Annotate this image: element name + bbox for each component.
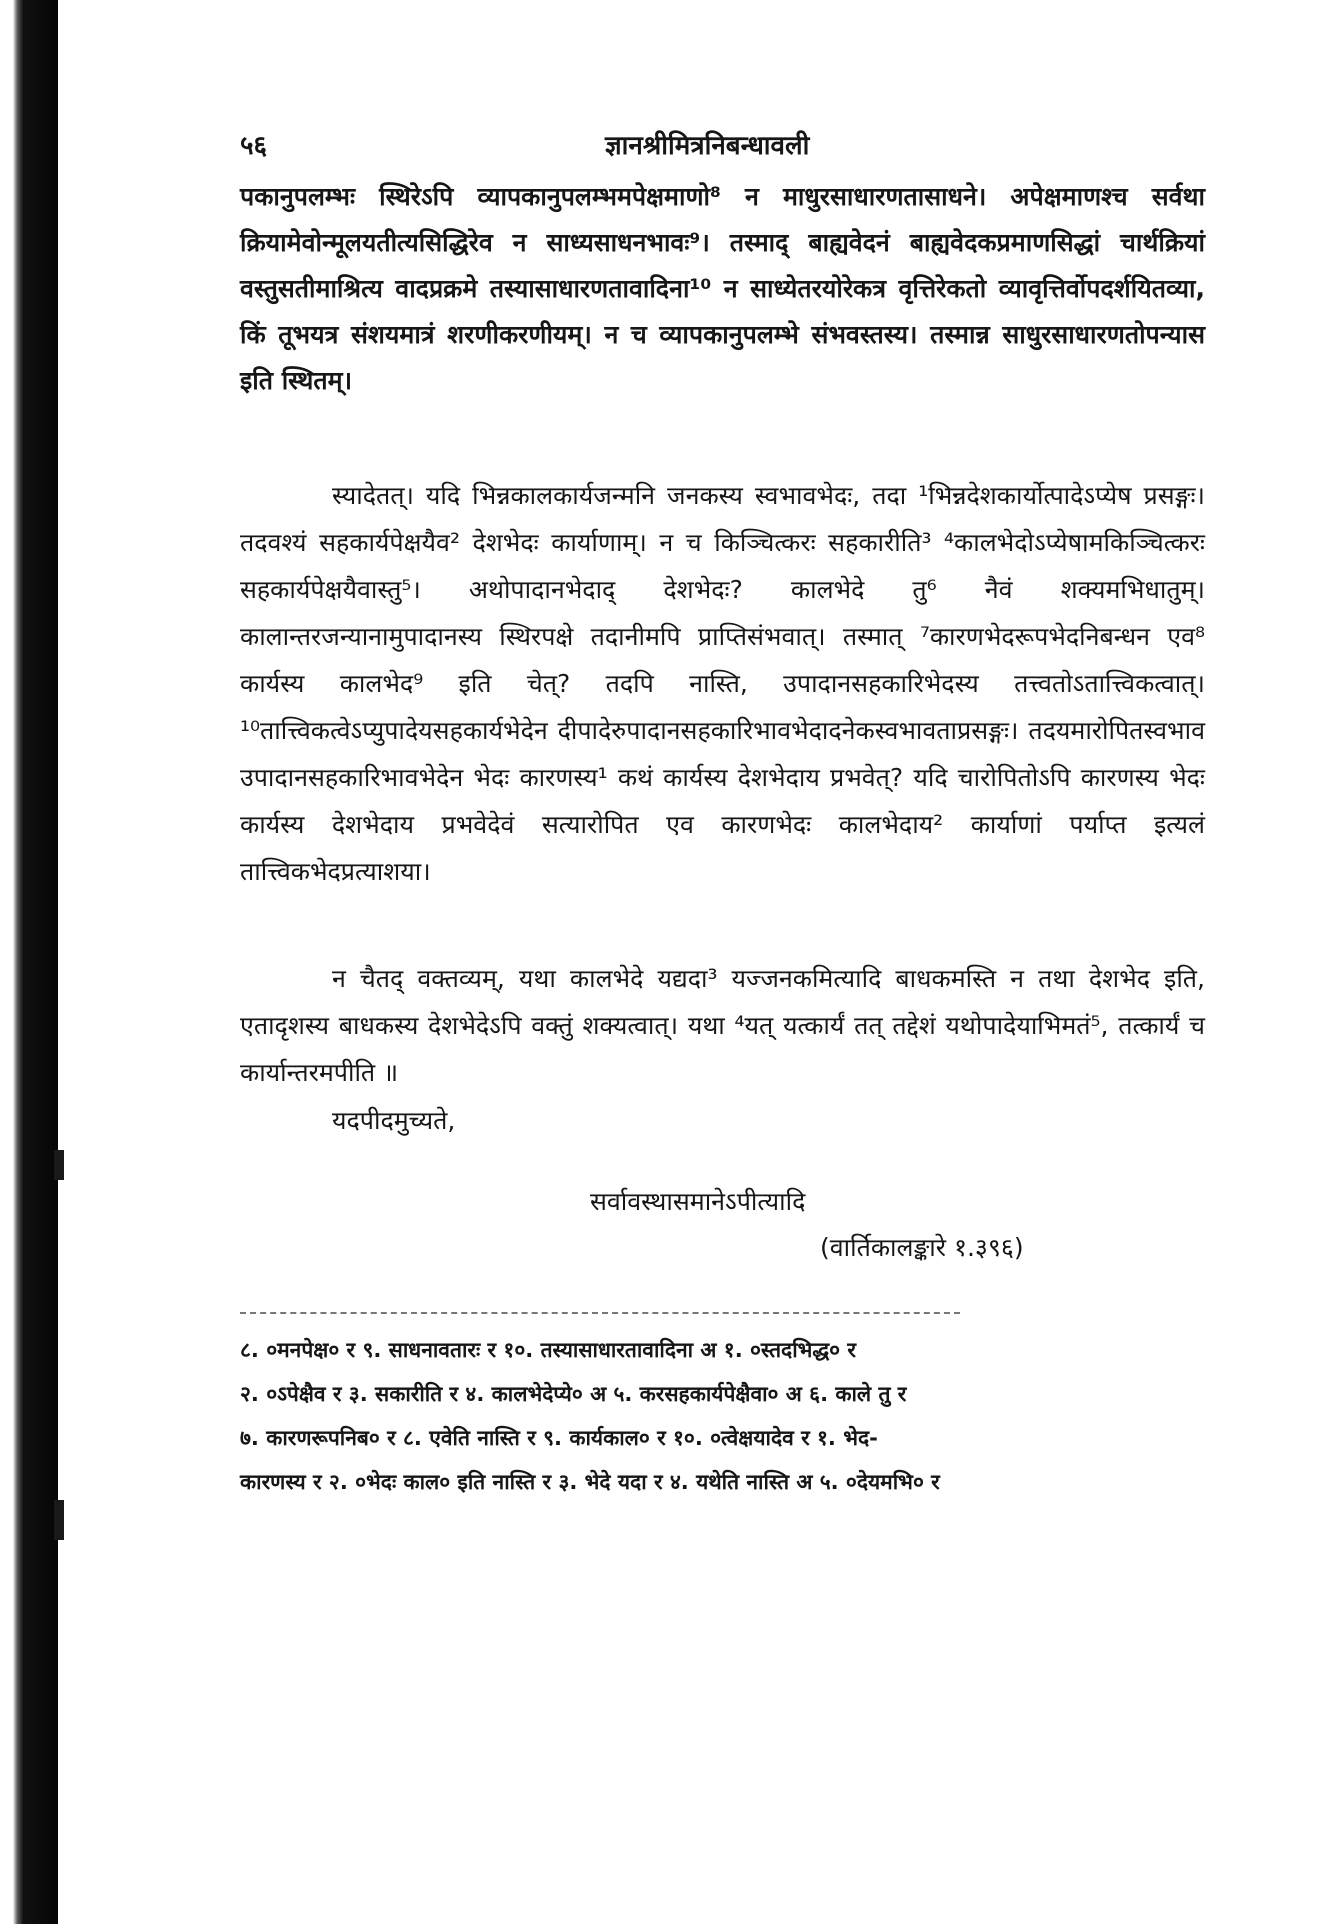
footnote-line: ८. ०मनपेक्ष० र ९. साधनावतारः र १०. तस्यासाधारतावादिना अ १. ०स्तदभिद्ध० र bbox=[240, 1338, 856, 1362]
body-paragraph-2: स्यादेतत्। यदि भिन्नकालकार्यजन्मनि जनकस्य स्वभावभेदः, तदा ¹भिन्नदेशकार्योत्पादेऽप्येष प्रसङ्गः। तदवश्यं सहकार्यपेक्षयैव² देशभेदः कार्याणाम्। न च किञ्चित्करः सहकारीति³ ⁴कालभेदोऽप्येषामकिञ्चित्करः सहकार्यपेक्षयैवास्तु⁵। अथोपादानभेदाद् देशभेदः? कालभेदे तु⁶ नैवं शक्यमभिधातुम्। कालान्तरजन्यानामुपादानस्य स्थिरपक्षे तदानीमपि प्राप्तिसंभवात्। तस्मात् ⁷कारणभेदरूपभेदनिबन्धन एव⁸ कार्यस्य कालभेद⁹ इति चेत्? तदपि नास्ति, उपादानसहकारिभेदस्य तत्त्वतोऽतात्त्विकत्वात्। ¹⁰तात्त्विकत्वेऽप्युपादेयसहकार्यभेदेन दीपादेरुपादानसहकारिभावभेदादनेकस्वभावताप्रसङ्गः। तदयमारोपितस्वभाव उपादानसहकारिभावभेदेन भेदः कारणस्य¹ कथं कार्यस्य देशभेदाय प्रभवेत्? यदि चारोपितोऽपि कारणस्य भेदः कार्यस्य देशभेदाय प्रभवेदेवं सत्यारोपित एव कारणभेदः कालभेदाय² कार्याणां पर्याप्त इत्यलं तात्त्विकभेदप्रत्याशया। bbox=[240, 481, 1205, 886]
page-number: ५६ bbox=[240, 131, 268, 161]
binding-edge-shadow bbox=[0, 0, 58, 1924]
verse-reference: (वार्तिकालङ्कारे १.३९६) bbox=[820, 1233, 1024, 1262]
footnotes bbox=[240, 1312, 960, 1504]
running-title: ज्ञानश्रीमित्रनिबन्धावली bbox=[605, 131, 810, 161]
footnote-line: ७. कारणरूपनिब० र ८. एवेति नास्ति र ९. कार्यकाल० र १०. ०त्वेक्षयादेव र १. भेद- bbox=[240, 1426, 878, 1450]
footnote-line: कारणस्य र २. ०भेदः काल० इति नास्ति र ३. भेदे यदा र ४. यथेति नास्ति अ ५. ०देयमभि० र bbox=[240, 1470, 940, 1494]
page bbox=[240, 120, 1205, 1504]
footnote-line: २. ०ऽपेक्षैव र ३. सकारीति र ४. कालभेदेप्ये० अ ५. करसहकार्यपेक्षैवा० अ ६. काले तु र bbox=[240, 1382, 907, 1406]
quoted-verse: सर्वावस्थासमानेऽपीत्यादि bbox=[590, 1187, 806, 1216]
quotation-intro: यदपीदमुच्यते, bbox=[332, 1106, 456, 1135]
body-paragraph-1: पकानुपलम्भः स्थिरेऽपि व्यापकानुपलम्भमपेक्षमाणो⁸ न माधुरसाधारणतासाधने। अपेक्षमाणश्च सर्वथा क्रियामेवोन्मूलयतीत्यसिद्धिरेव न साध्यसाधनभावः⁹। तस्माद् बाह्यवेदनं बाह्यवेदकप्रमाणसिद्धां चार्थक्रियां वस्तुसतीमाश्रित्य वादप्रक्रमे तस्यासाधारणतावादिना¹⁰ न साध्येतरयोरेकत्र वृत्तिरेकतो व्यावृत्तिर्वोपदर्शयितव्या, किं तूभयत्र संशयमात्रं शरणीकरणीयम्। न च व्यापकानुपलम्भे संभवस्तस्य। तस्मान्न साधुरसाधारणतोपन्यास इति स्थितम्। bbox=[240, 182, 1205, 395]
binding-streak bbox=[54, 1500, 64, 1540]
body-paragraph-3: न चैतद् वक्तव्यम्, यथा कालभेदे यद्यदा³ यज्जनकमित्यादि बाधकमस्ति न तथा देशभेद इति, एतादृशस्य बाधकस्य देशभेदेऽपि वक्तुं शक्यत्वात्। यथा ⁴यत् यत्कार्यं तत् तद्देशं यथोपादेयाभिमतं⁵, तत्कार्यं च कार्यान्तरमपीति ॥ bbox=[240, 964, 1205, 1087]
binding-streak bbox=[54, 1150, 64, 1180]
page-header bbox=[240, 120, 1205, 160]
